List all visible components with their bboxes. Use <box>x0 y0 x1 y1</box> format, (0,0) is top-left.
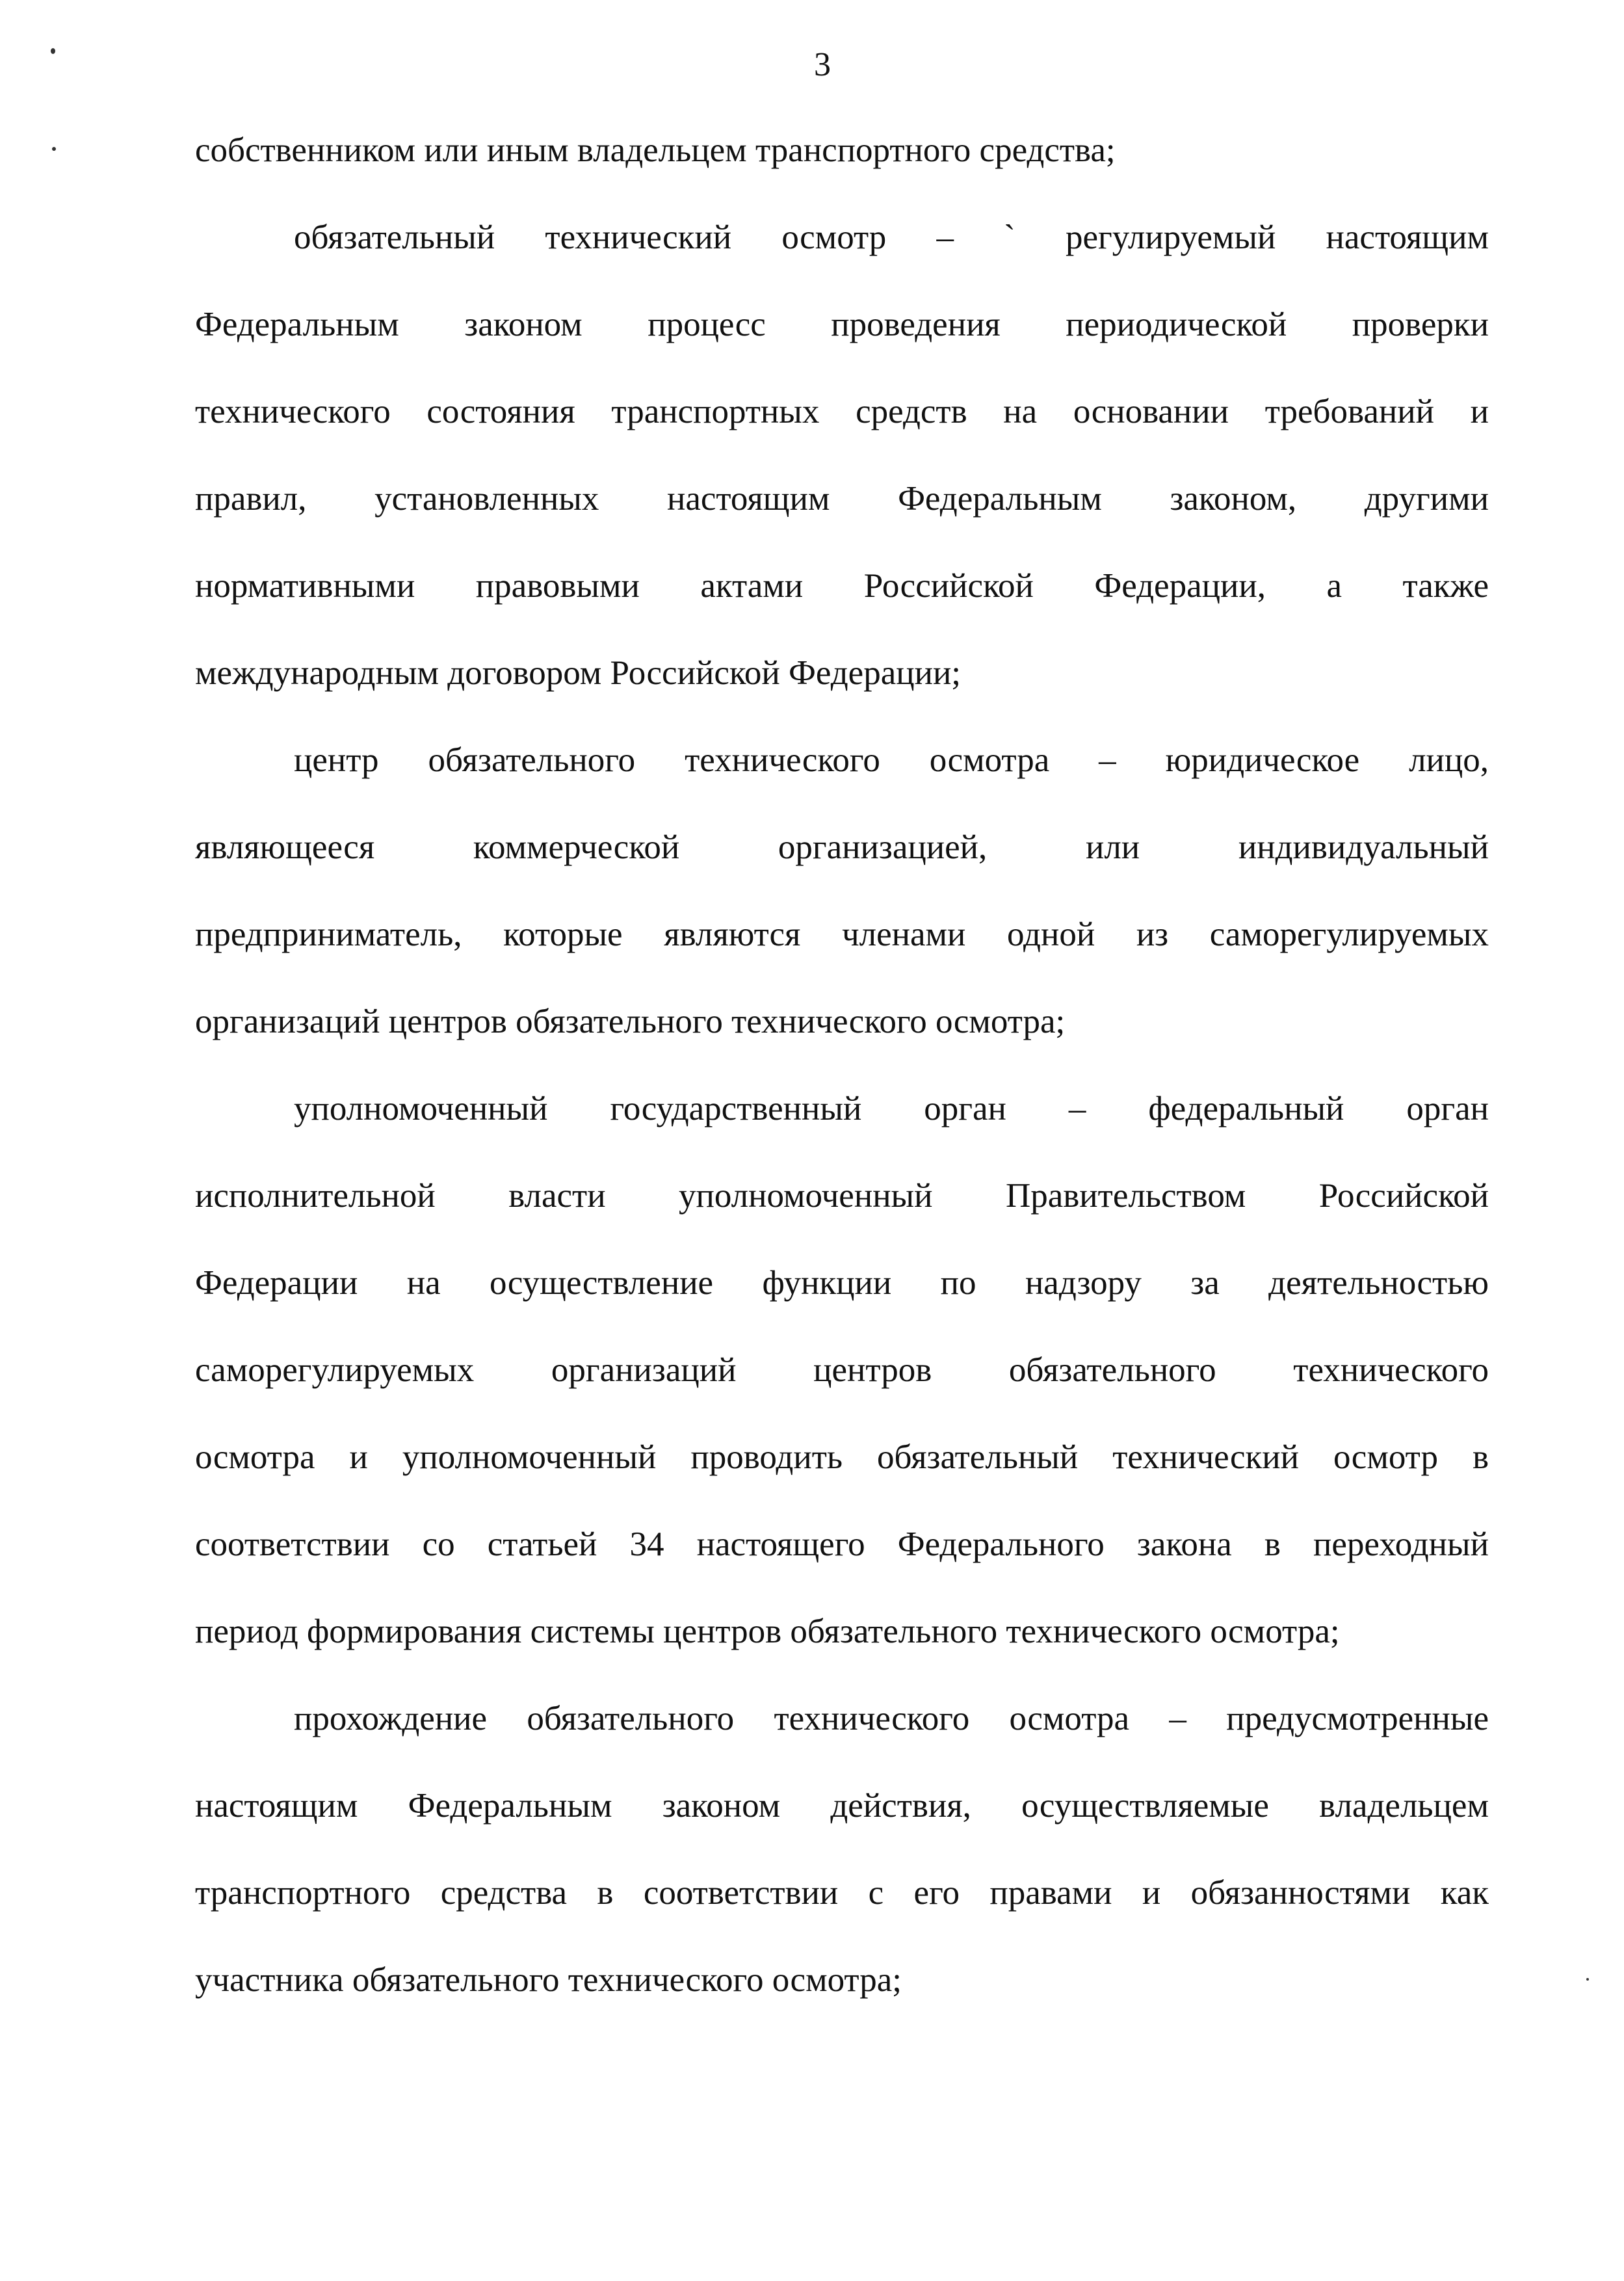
scan-speck <box>52 147 56 151</box>
document-body <box>195 118 1489 2035</box>
text-line: технического состояния транспортных средств на основании требований и <box>195 393 1489 430</box>
text-line: период формирования системы центров обязательного технического осмотра; <box>195 1613 1340 1650</box>
scan-speck <box>51 48 55 54</box>
text-line: исполнительной власти уполномоченный Правительством Российской <box>195 1177 1489 1215</box>
text-line: уполномоченный государственный орган – федеральный орган <box>294 1090 1489 1127</box>
text-line: правил, установленных настоящим Федеральным законом, другими <box>195 480 1489 518</box>
text-line: Федерации на осуществление функции по надзору за деятельностью <box>195 1264 1489 1302</box>
text-line: соответствии со статьей 34 настоящего Федерального закона в переходный <box>195 1525 1489 1563</box>
paragraph <box>195 118 1489 205</box>
paragraph <box>195 1687 1489 2035</box>
text-line: собственником или иным владельцем транспортного средства; <box>195 131 1116 169</box>
text-line: настоящим Федеральным законом действия, осуществляемые владельцем <box>195 1787 1489 1825</box>
text-line: предприниматель, которые являются членами одной из саморегулируемых <box>195 916 1489 953</box>
paragraph <box>195 1077 1489 1687</box>
text-line: участника обязательного технического осмотра; <box>195 1961 902 1999</box>
scan-speck <box>1586 1978 1589 1981</box>
text-line: осмотра и уполномоченный проводить обязательный технический осмотр в <box>195 1438 1489 1476</box>
text-line: международным договором Российской Федерации; <box>195 654 962 692</box>
text-line: Федеральным законом процесс проведения периодической проверки <box>195 306 1489 343</box>
text-line: организаций центров обязательного технического осмотра; <box>195 1003 1066 1040</box>
paragraph <box>195 205 1489 728</box>
page-number: 3 <box>814 46 831 83</box>
text-line: саморегулируемых организаций центров обязательного технического <box>195 1351 1489 1389</box>
text-line: транспортного средства в соответствии с его правами и обязанностями как <box>195 1874 1489 1912</box>
text-line: центр обязательного технического осмотра – юридическое лицо, <box>294 741 1489 779</box>
text-line: обязательный технический осмотр – ` регулируемый настоящим <box>294 218 1489 256</box>
text-line: нормативными правовыми актами Российской Федерации, а также <box>195 567 1489 605</box>
text-line: прохождение обязательного технического осмотра – предусмотренные <box>294 1700 1489 1737</box>
paragraph <box>195 728 1489 1077</box>
text-line: являющееся коммерческой организацией, или индивидуальный <box>195 828 1489 866</box>
